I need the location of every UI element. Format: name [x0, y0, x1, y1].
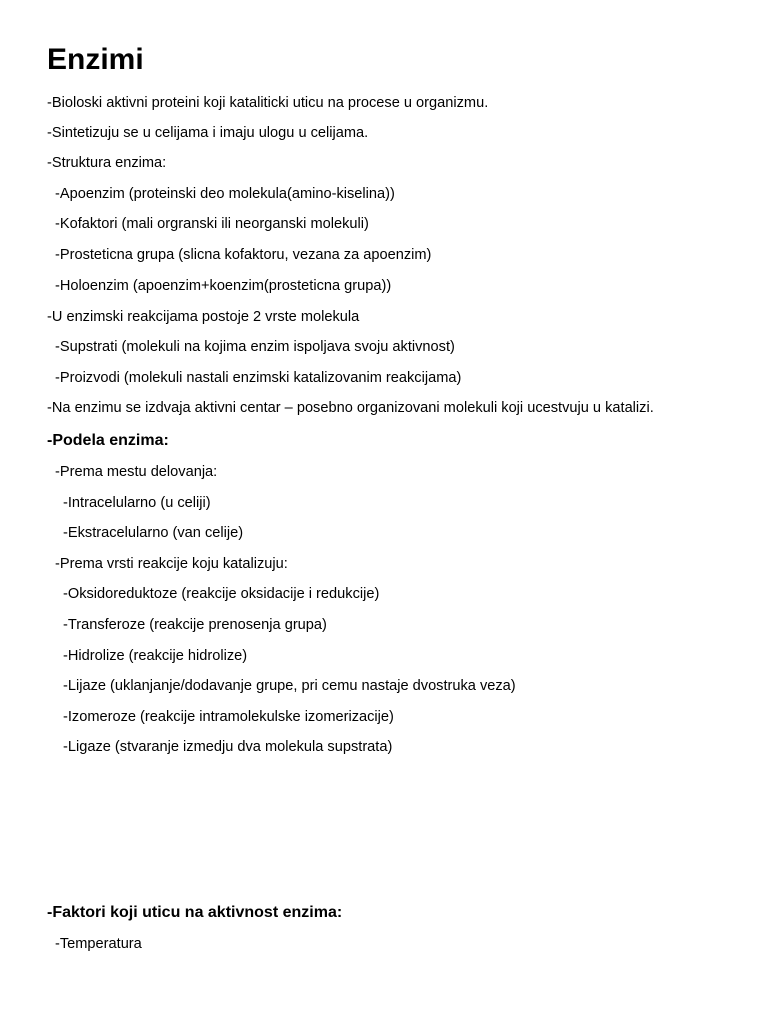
- text-line: -Holoenzim (apoenzim+koenzim(prosteticna grupa)): [55, 278, 392, 294]
- text-line: -Prema vrsti reakcije koju katalizuju:: [55, 556, 288, 572]
- text-line: -Bioloski aktivni proteini koji kataliticki uticu na procese u organizmu.: [47, 95, 489, 111]
- text-line: -Lijaze (uklanjanje/dodavanje grupe, pri cemu nastaje dvostruka veza): [63, 678, 516, 694]
- section-heading: -Podela enzima:: [47, 432, 169, 449]
- text-line: -Sintetizuju se u celijama i imaju ulogu u celijama.: [47, 125, 369, 141]
- text-line: -Prema mestu delovanja:: [55, 464, 218, 480]
- text-line: -Supstrati (molekuli na kojima enzim ispoljava svoju aktivnost): [55, 339, 455, 355]
- section-heading: -Faktori koji uticu na aktivnost enzima:: [47, 904, 343, 921]
- text-line: -Proizvodi (molekuli nastali enzimski katalizovanim reakcijama): [55, 370, 462, 386]
- text-line: -Hidrolize (reakcije hidrolize): [63, 648, 248, 664]
- text-line: -Prosteticna grupa (slicna kofaktoru, vezana za apoenzim): [55, 247, 432, 263]
- text-line: -Izomeroze (reakcije intramolekulske izomerizacije): [63, 709, 394, 725]
- text-line: -Intracelularno (u celiji): [63, 495, 211, 511]
- text-line: -Ligaze (stvaranje izmedju dva molekula supstrata): [63, 739, 393, 755]
- text-line: -Transferoze (reakcije prenosenja grupa): [63, 617, 327, 633]
- text-line: -Struktura enzima:: [47, 155, 167, 171]
- text-line: -Temperatura: [55, 936, 142, 952]
- text-line: -Na enzimu se izdvaja aktivni centar – posebno organizovani molekuli koji ucestvuju u katalizi.: [47, 400, 654, 416]
- text-line: -Apoenzim (proteinski deo molekula(amino-kiselina)): [55, 186, 395, 202]
- text-line: -Ekstracelularno (van celije): [63, 525, 244, 541]
- text-line: -U enzimski reakcijama postoje 2 vrste molekula: [47, 309, 360, 325]
- page-title: Enzimi: [47, 43, 144, 76]
- text-line: -Oksidoreduktoze (reakcije oksidacije i redukcije): [63, 586, 380, 602]
- text-line: -Kofaktori (mali orgranski ili neorganski molekuli): [55, 216, 369, 232]
